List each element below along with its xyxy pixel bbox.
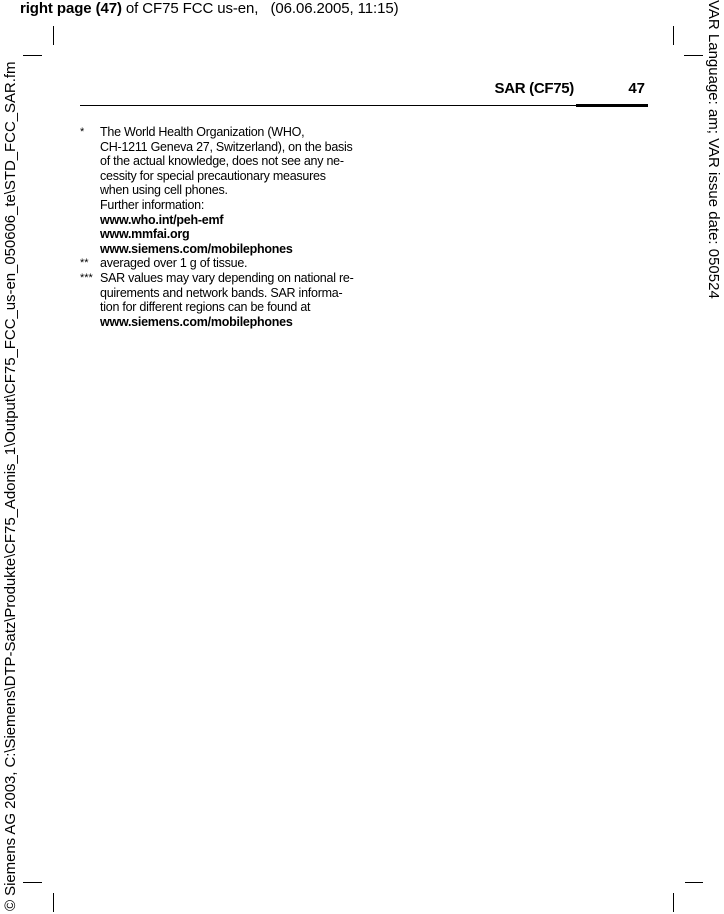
siemens-mobilephones-link[interactable]: www.siemens.com/mobilephones: [100, 241, 293, 256]
variant-info-margin-text: VAR Language: am; VAR issue date: 050524: [705, 0, 722, 299]
header-rule-accent: [576, 104, 648, 107]
page-meta-header: [20, 0, 398, 18]
footnote-text-line: when using cell phones.: [100, 183, 228, 198]
mmfai-link[interactable]: www.mmfai.org: [100, 227, 190, 242]
page-meta-rest: of CF75 FCC us-en, (06.06.2005, 11:15): [121, 0, 399, 17]
page-number: 47: [628, 80, 645, 97]
crop-mark-tl-vertical: [53, 26, 54, 45]
footnote-triple-asterisk: [80, 271, 360, 329]
footnote-single-asterisk: [80, 125, 360, 256]
footnote-text-line: of the actual knowledge, does not see any ne-: [100, 154, 344, 169]
footnotes: [80, 125, 360, 329]
footnote-text-line: CH-1211 Geneva 27, Switzerland), on the basis: [100, 139, 353, 154]
crop-mark-bl-vertical: [53, 893, 54, 912]
who-link[interactable]: www.who.int/peh-emf: [100, 212, 224, 227]
file-path-margin-text: © Siemens AG 2003, C:\Siemens\DTP-Satz\Produkte\CF75_Adonis_1\Output\CF75_FCC_us-en_050606_te\STD_FCC_SAR.fm: [2, 61, 19, 911]
footnote-text-line: Further information:: [100, 197, 205, 212]
footnote-marker: *: [80, 126, 85, 138]
header-rule: [80, 105, 648, 106]
footnote-double-asterisk: [80, 256, 360, 271]
footnote-marker: **: [80, 257, 89, 270]
crop-mark-br-vertical: [673, 893, 674, 912]
footnote-text-line: cessity for special precautionary measures: [100, 168, 326, 183]
footnote-text-line: averaged over 1 g of tissue.: [100, 256, 248, 271]
section-title: SAR (CF75): [494, 80, 574, 97]
footnote-text-line: tion for different regions can be found at: [100, 300, 311, 315]
running-head: [80, 80, 648, 108]
footnote-text-line: SAR values may vary depending on national re-: [100, 270, 354, 285]
footnote-text-line: The World Health Organization (WHO,: [100, 125, 305, 139]
crop-mark-tr-vertical: [673, 26, 674, 45]
crop-mark-bl-horizontal: [23, 882, 42, 883]
page-meta-bold: right page (47): [20, 0, 122, 17]
crop-mark-tl-horizontal: [23, 55, 42, 56]
footnote-text-line: quirements and network bands. SAR informa-: [100, 285, 343, 300]
footnote-marker: ***: [80, 271, 93, 284]
siemens-mobilephones-link[interactable]: www.siemens.com/mobilephones: [100, 314, 293, 329]
